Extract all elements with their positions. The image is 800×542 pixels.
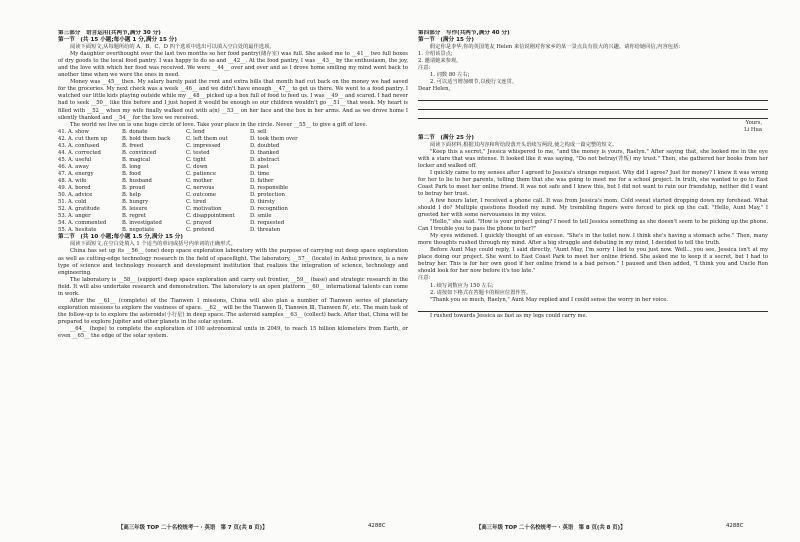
writing-section2-title: 第二节 (满分 25 分) bbox=[418, 134, 474, 141]
page-7-column bbox=[58, 30, 408, 508]
continuation-start-2: I rushed towards Jessica as fast as my legs could carry me. bbox=[430, 312, 588, 319]
option: 49. A. bored bbox=[58, 185, 91, 192]
option: D. took them over bbox=[250, 135, 298, 142]
writing-prompt: 假定你是李华,你的英国笔友 Helen 来信说刚对你家乡的某一景点具有很大的兴趣。请你给她回信,内容包括: bbox=[430, 44, 681, 51]
cloze-paragraph: Money was __45__ then. My salary barely paid the rent and extra bills that month had cut back on the money we had saved for the groceries. My next check was a week __46__ and we didn't have enough __47__ to get us there. We went to a food pantry. I watched our little kids playing outside while my __48__ picked up a box full of food to feed us. I was __49__ and scared. I had never had to seek __50__ like this before and I just hoped it would be enough so our children wouldn't go __51__ that week. My heart is filled with __52__ when my wife finally walked out with a(n) __53__ on her face and the box in her arms. And as we drove home I silently thanked and __54__ for the love we received. bbox=[58, 79, 408, 121]
note: 1. 续写词数应为 150 左右; bbox=[430, 282, 494, 289]
option: C. disappointment bbox=[186, 213, 235, 220]
answer-line[interactable] bbox=[418, 93, 768, 101]
section1-instructions: 阅读下面短文,从每题所给的 A、B、C、D 四个选项中选出可以填入空白处的最佳选项。 bbox=[70, 44, 275, 51]
option: B. convinced bbox=[122, 149, 157, 156]
option: D. requested bbox=[250, 220, 285, 227]
option: B. negotiate bbox=[122, 227, 155, 234]
note: 2. 可以适当增加细节,以使行文连贯。 bbox=[430, 79, 518, 86]
letter-salutation: Dear Helen, bbox=[418, 86, 451, 93]
option: 55. A. hesitate bbox=[58, 227, 97, 234]
option: 41. A. show bbox=[58, 128, 89, 135]
notes-label: 注意: bbox=[418, 65, 431, 72]
option: B. investigated bbox=[122, 220, 162, 227]
option: C. down bbox=[186, 163, 208, 170]
option: 54. A. commented bbox=[58, 220, 107, 227]
option: D. protection bbox=[250, 192, 285, 199]
writing-section1-title: 第一节 (满分 15 分) bbox=[418, 37, 474, 44]
option: B. hold them back bbox=[122, 135, 171, 142]
option: B. leisure bbox=[122, 206, 148, 213]
option: D. smile bbox=[250, 213, 272, 220]
option: C. nervous bbox=[186, 185, 215, 192]
option: C. mother bbox=[186, 177, 213, 184]
section1-title: 第一节 (共 15 小题;每小题 1 分,满分 15 分) bbox=[58, 37, 177, 44]
option: 44. A. corrected bbox=[58, 149, 101, 156]
option: C. tested bbox=[186, 149, 210, 156]
cloze-paragraph: My daughter overthought over the last two months so her food pantry(储存室) was full. She asked me to __41__ two full boxes of dry goods to the local food pantry. I was happy to do so and __42__. At the food pantry, I was __43__ by the enthusiasm, the joy, and the love with which her food was received. We were __44__ over and over and as I drove home smiling my mind went back to another time when we were the ones in need. bbox=[58, 51, 408, 79]
option: 45. A. useful bbox=[58, 156, 92, 163]
story-paragraph: Before Aunt May could reply, I said directly, "Aunt May, I'm sorry I lied to you just now. Well... you see, Jessica isn't at my place doing our project. She went to East Coast Park to meet her online friend. She asked me to keep it a secret, but I had to betray her. This is for her own good if her online friend is a bad person." I paused and then added, "I think you and Uncle Ron should look for her now before it's too late." bbox=[418, 247, 768, 275]
option: C. tired bbox=[186, 199, 206, 206]
option: B. husband bbox=[122, 177, 152, 184]
story-paragraph: My eyes widened. I quickly thought of an excuse. "She's in the toilet now. I think she's having a stomach ache." Then, many more thoughts rushed through my mind. After a big struggle and debating in my mind, I decided to tell the truth. bbox=[418, 233, 768, 247]
page-7-footer bbox=[118, 523, 386, 531]
option: B. proud bbox=[122, 185, 145, 192]
option: D. thanked bbox=[250, 149, 280, 156]
story-paragraph: "Hello," she said. "How is your project going? I need to tell Jessica something as she doesn't seem to be picking up the phone. Can I trouble you to pass the phone to her?" bbox=[418, 219, 768, 233]
option: 48. A. wife bbox=[58, 177, 87, 184]
notes-label: 注意: bbox=[418, 275, 431, 282]
gap-fill-paragraph: The laboratory is __58__ (support) deep space exploration and carry out frontier, __59__ (base) and strategic research in the field. It will also undertake research and demonstration. The laboratory is an open platform __60__ international talents can come in work. bbox=[58, 276, 408, 297]
option: C. motivation bbox=[186, 206, 222, 213]
note: 2. 请按如下格式在答题卡的相应位置作答。 bbox=[430, 289, 532, 296]
option: C. patience bbox=[186, 170, 216, 177]
option: 43. A. confused bbox=[58, 142, 100, 149]
option: D. threaten bbox=[250, 227, 281, 234]
option: B. help bbox=[122, 192, 141, 199]
option: 50. A. advice bbox=[58, 192, 93, 199]
option: D. abstract bbox=[250, 156, 280, 163]
gap-fill-paragraph: China has set up its __56__ (one) deep space exploration laboratory with the purpose of carrying out deep space exploration as well as cutting-edge technology research in the field of spaceflight. The laboratory, __57__ (locate) in Anhui province, is a new type of science and technology research and development institution that realizes the integration of science, technology and engineering. bbox=[58, 248, 408, 276]
option: B. hungry bbox=[122, 199, 149, 206]
footer-text: 【高三年级 TOP 二十名校统考一 · 英语 第 7 页(共 8 页)】 bbox=[118, 525, 268, 531]
option: B. long bbox=[122, 163, 141, 170]
option: C. lend bbox=[186, 128, 205, 135]
option: D. sell bbox=[250, 128, 267, 135]
continuation-start-1: "Thank you so much, Raelyn," Aunt May replied and I could sense the worry in her voice. bbox=[430, 296, 669, 303]
option: D. doubted bbox=[250, 142, 280, 149]
part3-title: 第三部分 语言运用(共两节,满分 30 分) bbox=[58, 30, 161, 36]
footer-text: 【高三年级 TOP 二十名校统考一 · 英语 第 8 页(共 8 页)】 bbox=[476, 525, 626, 531]
option: 47. A. energy bbox=[58, 170, 94, 177]
part4-title: 第四部分 写作(共两节,满分 40 分) bbox=[418, 30, 510, 36]
story-paragraph: I quickly came to my senses after I agreed to Jessica's strange request. Why did I agree? Just for money? I knew it was wrong for her to lie to her parents, telling them that she was going to meet me for a school project. In truth, she wanted to go to East Coast Park to meet her online friend. It was not safe and I knew this, but I did not want to ruin our friendship, neither did I want to betray her trust. bbox=[418, 169, 768, 197]
gap-fill-paragraph: __64__ (hope) to complete the exploration of 100 astronomical units in 2049, to reach 15 billion kilometers from Earth, or even __65__ the edge of the solar system. bbox=[58, 325, 408, 340]
paper-code: 4288C bbox=[368, 523, 386, 529]
option: 52. A. gratitude bbox=[58, 206, 100, 213]
option: B. freed bbox=[122, 142, 144, 149]
letter-signature: Li Hua bbox=[744, 127, 762, 134]
option: C. left them out bbox=[186, 135, 228, 142]
writing-point: 2. 邀请她来参观。 bbox=[418, 58, 462, 65]
answer-line[interactable] bbox=[418, 102, 768, 110]
section2-instructions: 阅读下面短文,在空白处填入 1 个适当的单词或括号内单词的正确形式。 bbox=[70, 241, 236, 248]
story-paragraph: A few hours later, I received a phone call. It was from Jessica's mom. Cold sweat started dropping down my forehead. What should I do? Multiple questions flooded my mind. My trembling fingers were forced to pick up the call. "Hello, Aunt May," I greeted her with some nervousness in my voice. bbox=[418, 197, 768, 219]
continuation-instructions: 阅读下面材料,根据其内容和所给段落开头语续写两段,使之构成一篇完整的短文。 bbox=[430, 141, 618, 148]
cloze-options bbox=[58, 129, 408, 235]
letter-closing: Yours, bbox=[745, 120, 762, 127]
option: D. father bbox=[250, 177, 274, 184]
option: D. responsible bbox=[250, 185, 289, 192]
option: B. magical bbox=[122, 156, 151, 163]
paper-code: 4288C bbox=[726, 523, 744, 529]
story-paragraph: "Keep this a secret," Jessica whispered to me, "and the money is yours, Raelyn." After saying that, she looked me in the eye with a stare that was intense. It looked like it was saying, "Do not betray(背叛) my trust." Then, she gathered her books from her locker and walked off. bbox=[418, 148, 768, 169]
option: 51. A. cold bbox=[58, 199, 87, 206]
writing-point: 1. 介绍该景点; bbox=[418, 51, 453, 58]
option: 53. A. anger bbox=[58, 213, 91, 220]
option: B. donate bbox=[122, 128, 148, 135]
option: 42. A. cut them up bbox=[58, 135, 108, 142]
cloze-paragraph: The world we live on is one huge circle of love. Take your place in the circle. Never __55__ to give a gift of love. bbox=[70, 121, 368, 128]
option: D. past bbox=[250, 163, 269, 170]
option: B. food bbox=[122, 170, 141, 177]
option: B. regret bbox=[122, 213, 146, 220]
option: D. recognition bbox=[250, 206, 288, 213]
gap-fill-paragraph: After the __61__ (complete) of the Tianwen 1 missions, China will also plan a number of Tianwen series of planetary exploration missions to explore the vastness of space. __62__ will be the Tianwen Ⅱ, Tianwen Ⅲ, Tianwen Ⅳ, etc. The main task of the follow-up is to explore the asteroids(小行星) in deep space. The asteroid samples __63__ (collect) back. After that, China will be prepared to explore Jupiter and other planets in the solar system. bbox=[58, 297, 408, 325]
option: D. time bbox=[250, 170, 270, 177]
option: C. tight bbox=[186, 156, 206, 163]
section2-title: 第二节 (共 10 小题;每小题 1.5 分,满分 15 分) bbox=[58, 234, 183, 241]
option: C. outcome bbox=[186, 192, 217, 199]
option: C. pretend bbox=[186, 227, 215, 234]
page-8-column bbox=[418, 30, 768, 508]
answer-line[interactable] bbox=[418, 111, 768, 119]
note: 1. 词数 80 左右; bbox=[430, 72, 470, 79]
option: C. impressed bbox=[186, 142, 221, 149]
option: C. prayed bbox=[186, 220, 212, 227]
answer-line[interactable] bbox=[418, 304, 768, 312]
page-8-footer bbox=[476, 523, 744, 531]
option: D. thirsty bbox=[250, 199, 275, 206]
option: 46. A. away bbox=[58, 163, 89, 170]
